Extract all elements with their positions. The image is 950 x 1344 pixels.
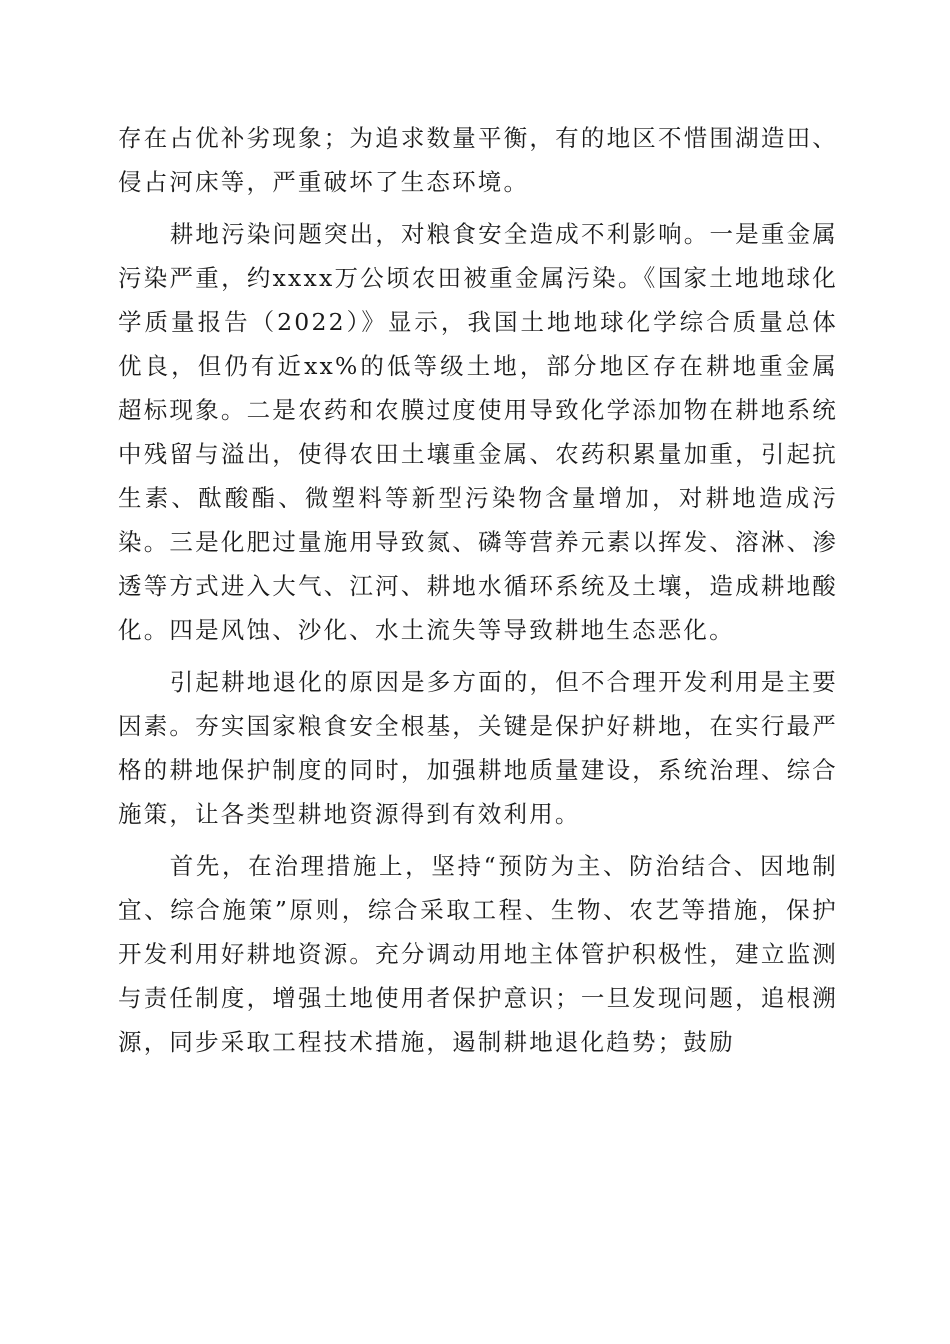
paragraph-1: 存在占优补劣现象；为追求数量平衡，有的地区不惜围湖造田、侵占河床等，严重破坏了生态环境。: [118, 124, 838, 196]
paragraph-2: 耕地污染问题突出，对粮食安全造成不利影响。一是重金属污染严重，约xxxx万公顷农田被重金属污染。《国家土地地球化学质量报告（2022）》显示，我国土地地球化学综合质量总体优良，但仍有近xx%的低等级土地，部分地区存在耕地重金属超标现象。二是农药和农膜过度使用导致化学添加物在耕地系统中残留与溢出，使得农田土壤重金属、农药积累量加重，引起抗生素、酞酸酯、微塑料等新型污染物含量增加，对耕地造成污染。三是化肥过量施用导致氮、磷等营养元素以挥发、溶淋、渗透等方式进入大气、江河、耕地水循环系统及土壤，造成耕地酸化。四是风蚀、沙化、水土流失等导致耕地生态恶化。: [118, 220, 838, 644]
body-text: [118, 116, 838, 1072]
paragraph-3: 引起耕地退化的原因是多方面的，但不合理开发利用是主要因素。夯实国家粮食安全根基，关键是保护好耕地，在实行最严格的耕地保护制度的同时，加强耕地质量建设，系统治理、综合施策，让各类型耕地资源得到有效利用。: [118, 668, 838, 828]
paragraph-4: 首先，在治理措施上，坚持“预防为主、防治结合、因地制宜、综合施策”原则，综合采取工程、生物、农艺等措施，保护开发利用好耕地资源。充分调动用地主体管护积极性，建立监测与责任制度，增强土地使用者保护意识；一旦发现问题，追根溯源，同步采取工程技术措施，遏制耕地退化趋势；鼓励: [118, 852, 838, 1056]
